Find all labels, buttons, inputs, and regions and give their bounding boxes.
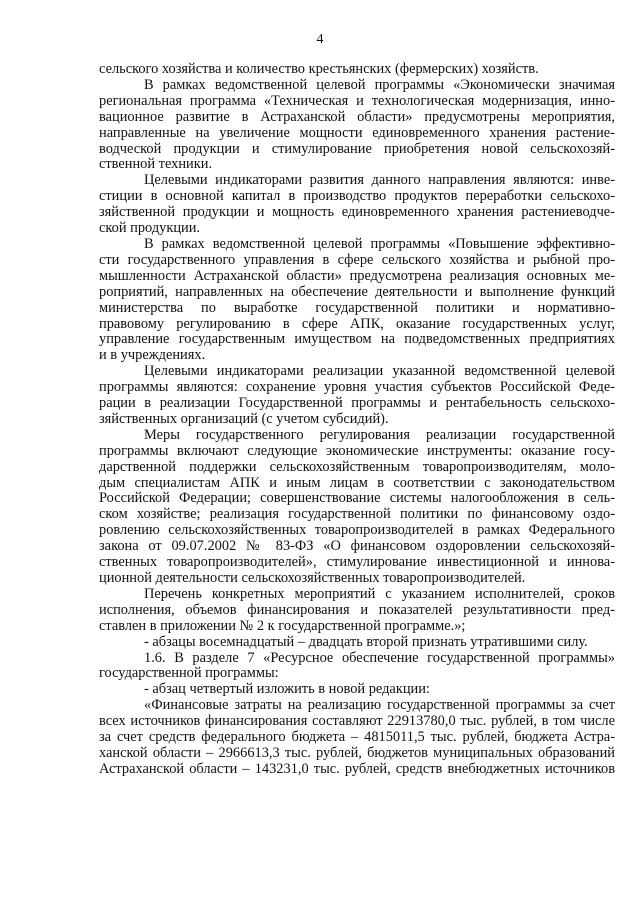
page-number: 4	[316, 32, 324, 47]
text-line: ской продукции.	[99, 220, 201, 237]
text-line: Астраханской области – 143231,0 тыс. рублей, средств внебюджетных источников	[99, 760, 615, 777]
text-line: сельского хозяйства и количество крестьянских (фермерских) хозяйств.	[99, 61, 539, 77]
text-line: дарственной поддержки сельскохозяйственным товаропроизводителям, моло-	[99, 458, 615, 475]
text-line: сти государственного управления в сфере сельского хозяйства и рыбной про-	[99, 251, 615, 268]
text-line: Перечень конкретных мероприятий с указанием исполнителей, сроков	[144, 585, 615, 602]
text-line: Целевыми индикаторами развития данного направления являются: инве-	[144, 172, 615, 189]
text-line: государственной программы:	[99, 665, 279, 682]
text-line: Российской Федерации; совершенствование системы налогообложения в сель-	[99, 490, 615, 507]
text-line: направленные на увеличение мощности единовременного хранения растение-	[99, 124, 615, 141]
text-line: программы включают следующие экономические инструменты: оказание госу-	[99, 442, 615, 459]
text-line: за счет средств федерального бюджета – 4815011,5 тыс. рублей, бюджета Астра-	[99, 729, 615, 746]
text-line: правовому регулированию в сфере АПК, оказание государственных услуг,	[99, 315, 615, 332]
text-line: ханской области – 2966613,3 тыс. рублей, бюджетов муниципальных образований	[99, 744, 615, 761]
text-line: мышленности Астраханской области» предусмотрена реализация основных ме-	[99, 267, 615, 284]
text-line: Меры государственного регулирования реализации государственной	[144, 426, 615, 443]
body-text	[99, 62, 615, 778]
text-line: ственных товаропроизводителей», стимулирование инвестиционной и иннова-	[99, 554, 615, 571]
text-line: рации в реализации Государственной программы и рентабельность сельскохо-	[99, 395, 615, 412]
text-line: зяйственной продукции и мощность единовременного хранения растениеводче-	[99, 204, 615, 221]
text-line: Целевыми индикаторами реализации указанной ведомственной целевой	[144, 363, 615, 380]
text-line: управление государственным имуществом на подведомственных предприятиях	[99, 331, 615, 348]
text-line: - абзац четвертый изложить в новой редакции:	[144, 681, 430, 698]
text-line: ставлен в приложении № 2 к государственной программе.»;	[99, 617, 466, 634]
text-line: министерства по выработке государственной политики и нормативно-	[99, 299, 615, 316]
text-line: ственной техники.	[99, 156, 213, 173]
text-line: «Финансовые затраты на реализацию государственной программы за счет	[144, 697, 615, 714]
text-line: зяйственных организаций (с учетом субсидий).	[99, 410, 389, 427]
text-line: В рамках ведомственной целевой программы «Повышение эффективно-	[144, 235, 615, 252]
text-line: и в учреждениях.	[99, 347, 206, 364]
text-line: стиции в основной капитал в производство продуктов переработки сельскохо-	[99, 188, 615, 205]
text-line: ционной деятельности сельскохозяйственных товаропроизводителей.	[99, 570, 526, 586]
text-line: региональная программа «Техническая и технологическая модернизация, инно-	[99, 92, 615, 109]
text-line: всех источников финансирования составляют 22913780,0 тыс. рублей, в том числе	[99, 713, 615, 730]
text-line: роприятий, направленных на обеспечение деятельности и выполнение функций	[99, 283, 615, 300]
text-line: программы являются: сохранение уровня участия субъектов Российской Феде-	[99, 379, 615, 396]
text-line: ровлению сельскохозяйственных товаропроизводителей в рамках Федерального	[99, 522, 615, 539]
text-line: 1.6. В разделе 7 «Ресурсное обеспечение государственной программы»	[144, 649, 615, 666]
text-line: водческой продукции и стимулирование приобретения новой сельскохозяй-	[99, 140, 615, 157]
text-line: дым специалистам АПК и иным лицам в соответствии с законодательством	[99, 474, 615, 491]
text-line: исполнения, объемов финансирования и показателей результативности пред-	[99, 601, 615, 618]
text-line: В рамках ведомственной целевой программы «Экономически значимая	[144, 76, 615, 93]
text-line: закона от 09.07.2002 № 83-ФЗ «О финансовом оздоровлении сельскохозяй-	[99, 538, 615, 555]
text-line: - абзацы восемнадцатый – двадцать второй признать утратившими силу.	[144, 633, 588, 650]
text-line: ском хозяйстве; реализация государственной политики по финансовому оздо-	[99, 506, 615, 523]
text-line: вационное развитие в Астраханской области» предусмотрены мероприятия,	[99, 108, 615, 125]
